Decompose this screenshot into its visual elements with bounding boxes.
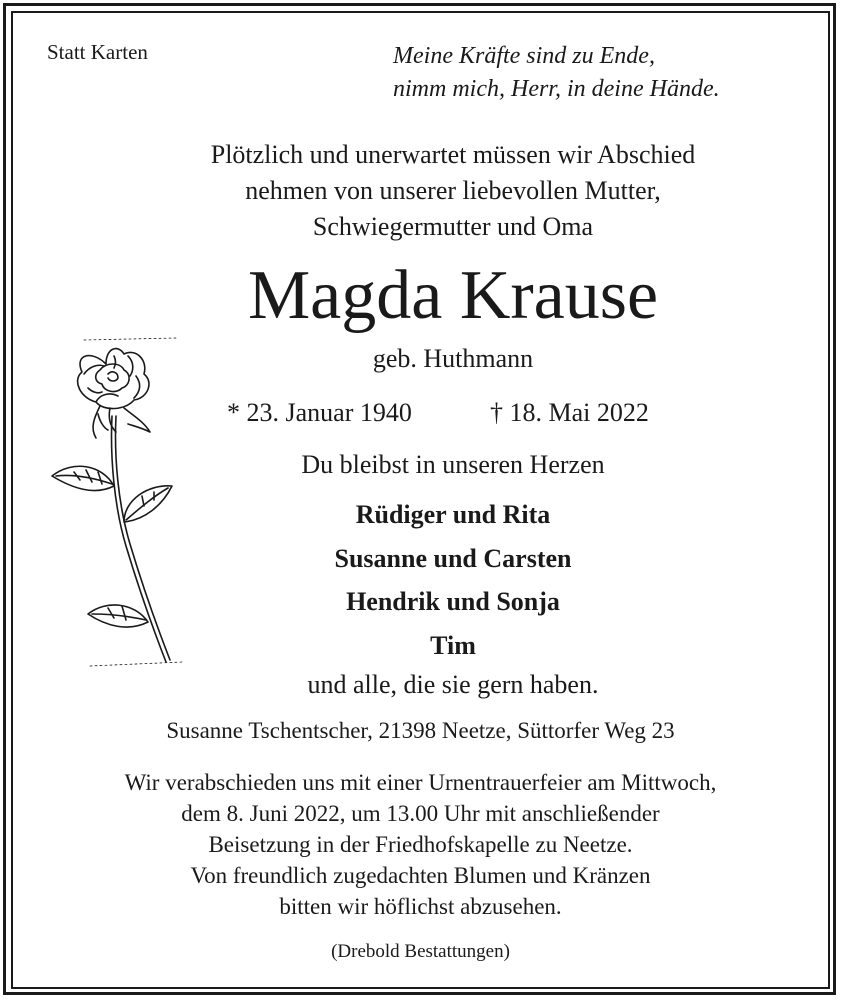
rose-icon: [44, 336, 184, 676]
mourner-name: Tim: [430, 630, 476, 660]
deceased-name: Magda Krause: [247, 257, 659, 334]
ceremony-line: Wir verabschieden uns mit einer Urnentrauerfeier am Mittwoch,: [124, 770, 717, 795]
others-line: und alle, die sie gern haben.: [307, 670, 599, 699]
intro-line: Schwiegermutter und Oma: [312, 212, 594, 241]
verse-line: nimm mich, Herr, in deine Hände.: [393, 76, 720, 102]
birth-date: * 23. Januar 1940: [227, 398, 412, 427]
ceremony-details: [0, 767, 841, 922]
birth-name: geb. Huthmann: [372, 344, 534, 373]
verse-line: Meine Kräfte sind zu Ende,: [393, 43, 655, 69]
ceremony-line: Beisetzung in der Friedhofskapelle zu Neetze.: [208, 832, 633, 857]
death-date: † 18. Mai 2022: [490, 398, 649, 427]
mourner-name: Hendrik und Sonja: [346, 587, 560, 616]
ceremony-line: dem 8. Juni 2022, um 13.00 Uhr mit anschließender: [181, 801, 660, 826]
verse-quote: [393, 40, 720, 106]
family-address: Susanne Tschentscher, 21398 Neetze, Süttorfer Weg 23: [166, 718, 675, 743]
intro-line: Plötzlich und unerwartet müssen wir Abschied: [210, 140, 696, 169]
mourner-name: Rüdiger und Rita: [355, 500, 551, 529]
mourner-name: Susanne und Carsten: [334, 543, 572, 573]
statt-karten-label: Statt Karten: [47, 40, 148, 64]
intro-text: [0, 137, 841, 245]
intro-line: nehmen von unserer liebevollen Mutter,: [245, 176, 661, 205]
closing-line: Du bleibst in unseren Herzen: [301, 450, 605, 479]
undertaker-credit: (Drebold Bestattungen): [331, 941, 510, 962]
ceremony-line: bitten wir höflichst abzusehen.: [279, 894, 562, 919]
ceremony-line: Von freundlich zugedachten Blumen und Kränzen: [190, 863, 651, 888]
